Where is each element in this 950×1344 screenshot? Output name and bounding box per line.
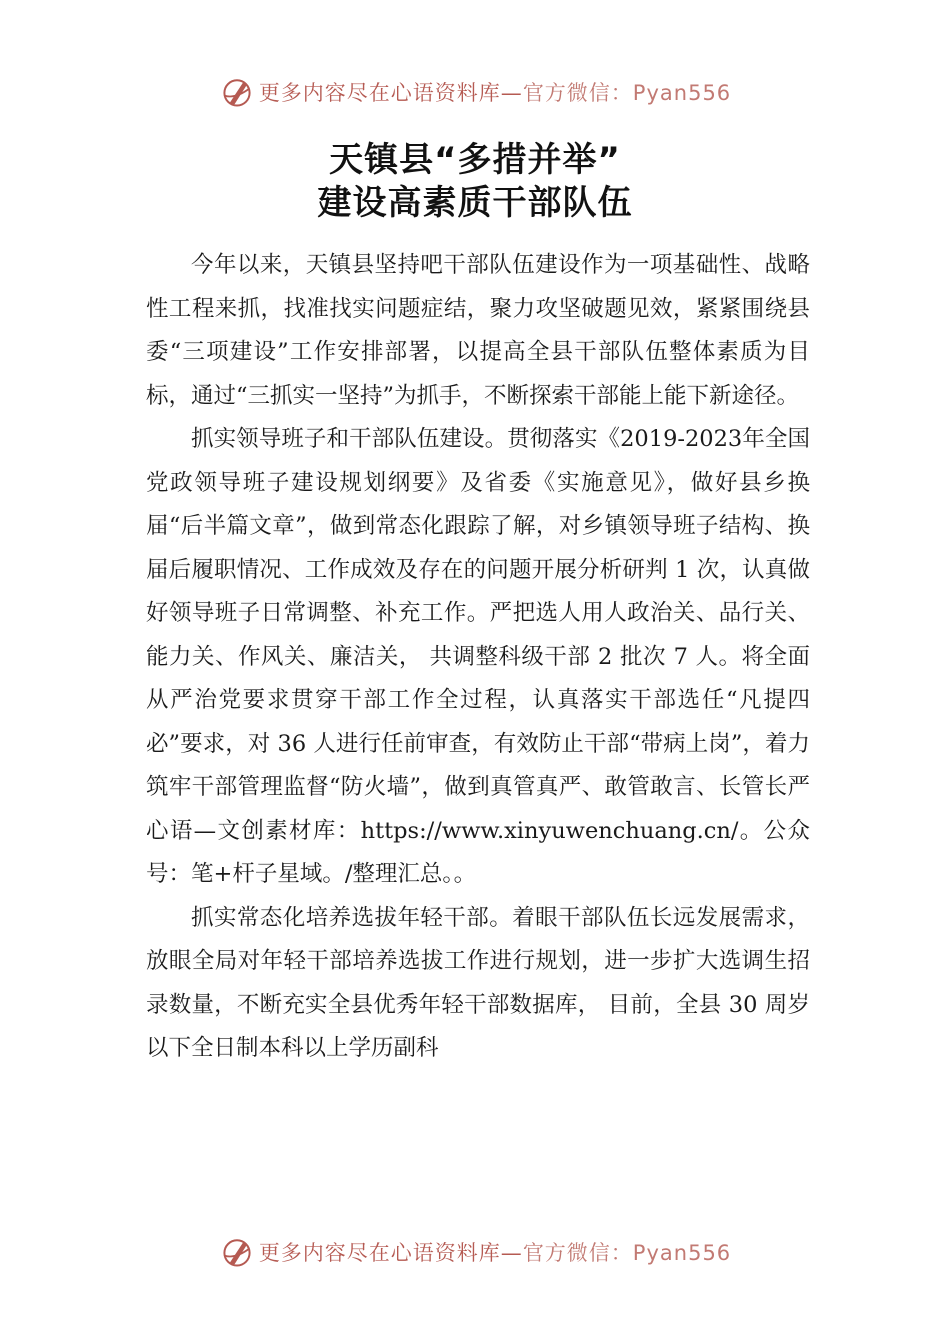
page-title-line-2: 建设高素质干部队伍 — [317, 183, 633, 223]
banner-slogan: 更多内容尽在心语资料库— — [258, 1241, 523, 1265]
article-body — [146, 244, 810, 1071]
footer-watermark-banner — [0, 1232, 950, 1272]
banner-wechat-id: 官方微信：Pyan556 — [522, 1241, 732, 1265]
banner-text — [259, 1237, 731, 1267]
page-title-line-1: 天镇县“多措并举” — [329, 140, 621, 180]
pen-nib-logo-icon — [219, 74, 255, 110]
banner-wechat-id: 官方微信：Pyan556 — [522, 81, 732, 105]
paragraph-leadership: 抓实领导班子和干部队伍建设。贯彻落实《2019-2023年全国党政领导班子建设规划纲要》及省委《实施意见》，做好县乡换届“后半篇文章”，做到常态化跟踪了解，对乡镇领导班子结构、换届后履职情况、工作成效及存在的问题开展分析研判 1 次，认真做好领导班子日常调整、补充工作。严把选人用人政治关、品行关、能力关、作风关、廉洁关， 共调整科级干部 2 批次 7 人。将全面从严治党要求贯穿干部工作全过程，认真落实干部选任“凡提四必”要求，对 36 人进行任前审查，有效防止干部“带病上岗”，着力筑牢干部管理监督“防火墙”，做到真管真严、敢管敢言、长管长严心语—文创素材库：https://www.xinyuwenchuang.cn/。公众号：笔+杆子星域。/整理汇总。。 — [146, 426, 810, 887]
paragraph-young-cadres: 抓实常态化培养选拔年轻干部。着眼干部队伍长远发展需求，放眼全局对年轻干部培养选拔工作进行规划，进一步扩大选调生招录数量，不断充实全县优秀年轻干部数据库， 目前，全县 30 周岁以下全日制本科以上学历副科 — [146, 904, 810, 1061]
pen-nib-logo-icon — [219, 1234, 255, 1270]
header-watermark-banner — [0, 72, 950, 112]
paragraph-intro: 今年以来，天镇县坚持吧干部队伍建设作为一项基础性、战略性工程来抓，找准找实问题症结，聚力攻坚破题见效，紧紧围绕县委“三项建设”工作安排部署，以提高全县干部队伍整体素质为目标，通过“三抓实一坚持”为抓手，不断探索干部能上能下新途径。 — [146, 252, 810, 409]
banner-text — [259, 77, 731, 107]
banner-slogan: 更多内容尽在心语资料库— — [258, 81, 523, 105]
